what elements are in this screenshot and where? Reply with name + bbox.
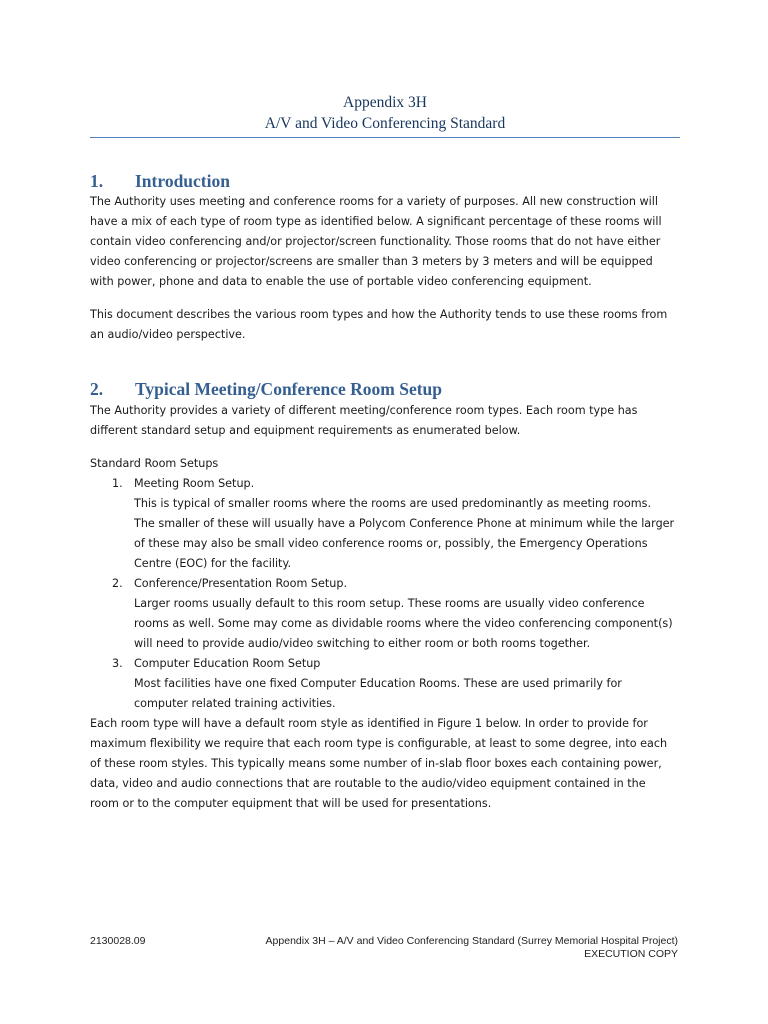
section-1-heading [90, 170, 690, 192]
title-divider [90, 137, 680, 138]
title-line-1: Appendix 3H [343, 94, 427, 111]
text-line: video conferencing or projector/screens are smaller than 3 meters by 3 meters and will be equipped [90, 255, 653, 268]
list-item-number: 3. [112, 657, 123, 670]
section-title: Introduction [135, 171, 230, 191]
text-line: The Authority provides a variety of different meeting/conference room types. Each room type has [90, 404, 638, 417]
list-item-title: Meeting Room Setup. [134, 477, 255, 490]
list-item-text: The smaller of these will usually have a Polycom Conference Phone at minimum while the larger [134, 517, 675, 530]
text-line: of these room styles. This typically means some number of in-slab floor boxes each containing power, [90, 757, 662, 770]
section-number: 2. [90, 379, 104, 399]
document-number: 2130028.09 [90, 935, 146, 947]
intro-paragraph-2 [90, 305, 690, 345]
closing-paragraph [90, 714, 690, 814]
document-title [90, 92, 680, 134]
text-line: Standard Room Setups [90, 457, 219, 470]
text-line: data, video and audio connections that are routable to the audio/video equipment contained in the [90, 777, 646, 790]
list-item-text: rooms as well. Some may come as dividable rooms where the video conferencing component(s) [134, 617, 673, 630]
text-line: room or to the computer equipment that will be used for presentations. [90, 797, 492, 810]
footer-title-block [266, 935, 678, 961]
list-item-number: 2. [112, 577, 123, 590]
text-line: with power, phone and data to enable the use of portable video conferencing equipment. [90, 275, 592, 288]
list-item-text: of these may also be small video conference rooms or, possibly, the Emergency Operations [134, 537, 648, 550]
list-item-title: Conference/Presentation Room Setup. [134, 577, 348, 590]
list-intro [90, 454, 690, 474]
intro-paragraph-1 [90, 192, 690, 292]
list-item-text: This is typical of smaller rooms where the rooms are used predominantly as meeting rooms. [134, 497, 652, 510]
execution-copy-label: EXECUTION COPY [584, 948, 678, 960]
section-number: 1. [90, 171, 104, 191]
section-title: Typical Meeting/Conference Room Setup [135, 379, 443, 399]
list-item-title: Computer Education Room Setup [134, 657, 321, 670]
text-line: maximum flexibility we require that each room type is configurable, at least to some degree, into each [90, 737, 668, 750]
text-line: This document describes the various room types and how the Authority tends to use these rooms from [90, 308, 668, 321]
text-line: Each room type will have a default room style as identified in Figure 1 below. In order to provide for [90, 717, 648, 730]
list-item-number: 1. [112, 477, 123, 490]
list-item-text: will need to provide audio/video switching to either room or both rooms together. [134, 637, 591, 650]
text-line: have a mix of each type of room type as identified below. A significant percentage of these rooms will [90, 215, 662, 228]
footer-document-title: Appendix 3H – A/V and Video Conferencing Standard (Surrey Memorial Hospital Project) [265, 935, 678, 947]
list-item-text: Larger rooms usually default to this room setup. These rooms are usually video conference [134, 597, 645, 610]
text-line: contain video conferencing and/or projector/screen functionality. Those rooms that do not have either [90, 235, 661, 248]
section-2-heading [90, 378, 690, 400]
text-line: different standard setup and equipment requirements as enumerated below. [90, 424, 521, 437]
setup-paragraph [90, 401, 690, 441]
list-item-text: computer related training activities. [134, 697, 336, 710]
list-item-text: Centre (EOC) for the facility. [134, 557, 292, 570]
title-line-2: A/V and Video Conferencing Standard [264, 115, 506, 132]
text-line: an audio/video perspective. [90, 328, 246, 341]
list-item-text: Most facilities have one fixed Computer Education Rooms. These are used primarily for [134, 677, 622, 690]
text-line: The Authority uses meeting and conference rooms for a variety of purposes. All new construction will [90, 195, 658, 208]
